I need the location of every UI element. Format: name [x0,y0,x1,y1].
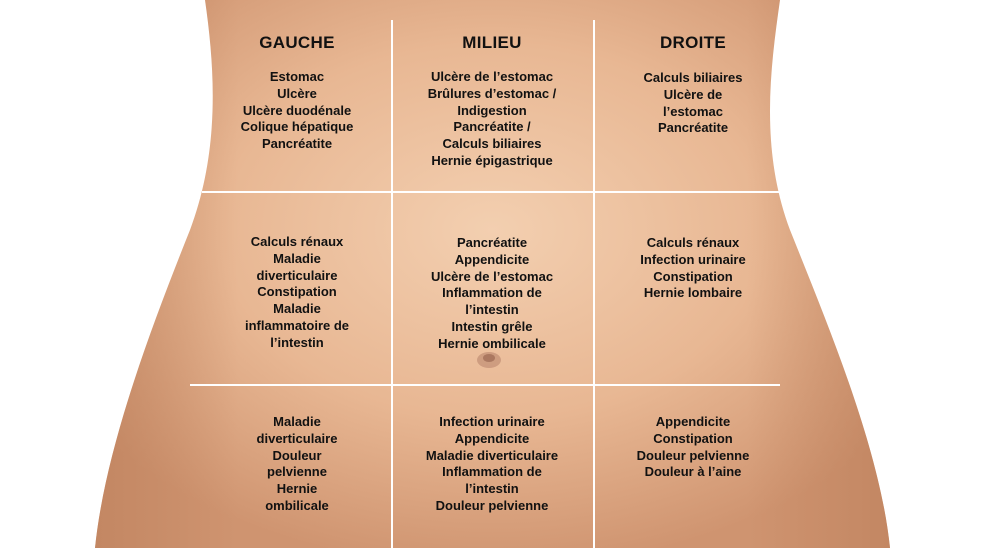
condition-label: Pancréatite [456,235,528,250]
column-title-right: DROITE [659,33,727,52]
condition-label: Maladie diverticulaire [425,447,559,463]
condition-label: Hernie ombilicale [438,335,546,351]
condition-label: Ulcère de [663,86,723,102]
condition-label: Pancréatite [261,136,333,152]
condition-label: Ulcère [277,85,317,101]
condition-label: Intestin grêle [451,318,533,334]
condition-label: l’intestin [465,302,519,318]
condition-label: Pancréatite / [453,119,531,135]
condition-label: Constipation [653,268,733,284]
condition-label: Inflammation de [442,285,542,301]
condition-label: Inflammation de [442,464,542,480]
condition-label: pelvienne [267,464,327,480]
cell-lower-left [202,414,392,515]
cell-upper-middle [397,69,587,170]
condition-label: Maladie [273,301,321,317]
condition-label: Appendicite [454,251,530,267]
column-title-middle: MILIEU [462,33,522,52]
condition-label: l’estomac [663,103,723,119]
cell-central-middle [397,235,587,353]
condition-label: Hernie lombaire [643,285,743,301]
condition-label: inflammatoire de [244,317,350,333]
condition-label: Douleur pelvienne [435,497,549,513]
cell-lower-middle [397,414,587,515]
column-title-left: GAUCHE [259,33,335,52]
condition-label: Calculs rénaux [646,235,740,250]
grid-line-vertical-right [593,20,595,548]
cell-upper-left [202,69,392,153]
condition-label: Appendicite [655,414,731,429]
condition-label: Appendicite [454,430,530,446]
condition-label: Infection urinaire [640,251,746,267]
condition-label: Colique hépatique [240,119,354,135]
condition-label: Constipation [653,430,733,446]
condition-label: Hernie [276,481,318,497]
condition-label: Calculs rénaux [250,234,344,249]
condition-label: Calculs biliaires [442,136,542,152]
condition-label: Hernie épigastrique [431,152,553,168]
condition-label: Calculs biliaires [643,70,743,85]
navel-center [483,354,495,362]
condition-label: l’intestin [465,481,519,497]
condition-label: Maladie [273,414,321,429]
condition-label: diverticulaire [256,267,338,283]
condition-label: Constipation [257,284,337,300]
cell-central-left [202,234,392,352]
condition-label: Douleur [272,447,322,463]
condition-label: Maladie [273,250,321,266]
condition-label: Indigestion [457,102,527,118]
condition-label: Douleur pelvienne [636,447,750,463]
cell-central-right [598,235,788,302]
grid-line-horizontal-bottom [190,384,780,386]
condition-label: Ulcère de l’estomac [430,268,554,284]
grid-line-horizontal-top [202,191,780,193]
condition-label: Estomac [269,69,325,84]
cell-lower-right [598,414,788,481]
condition-label: Brûlures d’estomac / [427,85,557,101]
condition-label: l’intestin [270,334,324,350]
condition-label: Douleur à l’aine [644,464,742,480]
condition-label: ombilicale [265,497,329,513]
cell-upper-right [598,70,788,137]
condition-label: Ulcère duodénale [242,102,352,118]
condition-label: Infection urinaire [439,414,545,429]
condition-label: diverticulaire [256,430,338,446]
condition-label: Pancréatite [657,120,729,136]
condition-label: Ulcère de l’estomac [430,69,554,84]
